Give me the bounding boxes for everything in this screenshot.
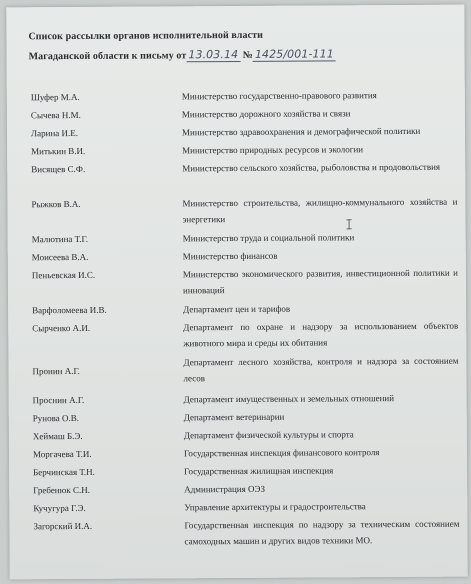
recipient-department: Государственная инспекция по надзору за техническим состоянием самоходных машин и других видов техники МО. xyxy=(184,518,460,547)
recipient-name: Сырченко А.И. xyxy=(32,322,91,334)
recipient-list xyxy=(31,87,464,554)
recipient-name: Берчинская Т.Н. xyxy=(33,466,95,478)
recipient-name: Пронин А.Г. xyxy=(32,365,80,377)
recipient-row xyxy=(31,194,461,232)
recipient-name: Митькин В.И. xyxy=(31,145,86,157)
header-reference-line xyxy=(28,44,458,67)
header-reference-prefix: Магаданской области к письму от xyxy=(28,50,187,63)
recipient-department: Управление архитектуры и градостроительства xyxy=(184,501,366,513)
recipient-row xyxy=(32,318,462,356)
header-title-line: Список рассылки органов исполнительной власти xyxy=(28,29,264,43)
recipient-name: Висящев С.Ф. xyxy=(31,163,86,175)
recipient-department: Департамент физической культуры и спорта xyxy=(183,429,354,441)
document-page xyxy=(6,5,467,580)
recipient-department: Министерство строительства, жилищно-коммунального хозяйства и энергетики xyxy=(182,196,458,225)
recipient-department: Департамент лесного хозяйства, контроля и надзора за состоянием лесов xyxy=(183,355,459,384)
recipient-row xyxy=(31,159,461,197)
recipient-department: Министерство финансов xyxy=(182,250,278,262)
recipient-name: Моргачева Т.И. xyxy=(32,448,92,460)
recipient-name: Рунова О.В. xyxy=(32,412,80,424)
recipient-name: Гребенюк С.Н. xyxy=(33,484,91,496)
recipient-department: Министерство природных ресурсов и экологии xyxy=(182,144,364,156)
recipient-name: Пеньевская И.С. xyxy=(31,269,96,281)
recipient-name: Ларина И.Е. xyxy=(30,127,79,139)
text-cursor-icon xyxy=(349,219,350,229)
recipient-row xyxy=(32,265,462,303)
recipient-department: Министерство государственно-правового развития xyxy=(181,90,377,102)
recipient-department: Министерство здравоохранения и демографической политики xyxy=(181,125,421,138)
handwritten-letter-date: 13.03.14 xyxy=(186,48,240,62)
recipient-name: Шуфер М.А. xyxy=(30,91,80,103)
recipient-name: Варфоломеева И.В. xyxy=(32,304,107,316)
recipient-department: Департамент имущественных и земельных отношений xyxy=(183,393,395,405)
recipient-department: Государственная инспекция финансового контроля xyxy=(183,447,380,459)
number-sign: № xyxy=(242,49,253,61)
recipient-name: Кучугура Г.Э. xyxy=(33,502,86,514)
recipient-row xyxy=(32,353,462,393)
recipient-name: Сычева Н.М. xyxy=(30,109,81,121)
recipient-name: Проснин А.Г. xyxy=(32,394,85,406)
recipient-department: Государственная жилищная инспекция xyxy=(184,465,334,477)
recipient-department: Администрация ОЭЗ xyxy=(184,483,266,495)
recipient-row xyxy=(33,516,463,554)
recipient-name: Малютина Т.Г. xyxy=(31,233,88,245)
recipient-name: Моисеева В.А. xyxy=(31,251,89,263)
recipient-department: Департамент цен и тарифов xyxy=(183,303,291,315)
recipient-department: Департамент ветеринарии xyxy=(183,411,285,423)
handwritten-letter-number: 1425/001-111 xyxy=(253,47,336,62)
document-header xyxy=(28,25,458,67)
recipient-name: Загорский И.А. xyxy=(33,520,93,532)
recipient-department: Министерство экономического развития, инвестиционной политики и инноваций xyxy=(182,267,458,296)
recipient-department: Министерство сельского хозяйства, рыболовства и продовольствия xyxy=(182,161,441,174)
recipient-name: Рыжков В.А. xyxy=(31,198,81,210)
recipient-name: Хеймаш Б.Э. xyxy=(32,430,83,442)
recipient-department: Департамент по охране и надзору за использованием объектов животного мира и среды их обитания xyxy=(183,320,459,349)
recipient-department: Министерство дорожного хозяйства и связи xyxy=(181,108,351,120)
recipient-department: Министерство труда и социальной политики xyxy=(182,232,355,244)
